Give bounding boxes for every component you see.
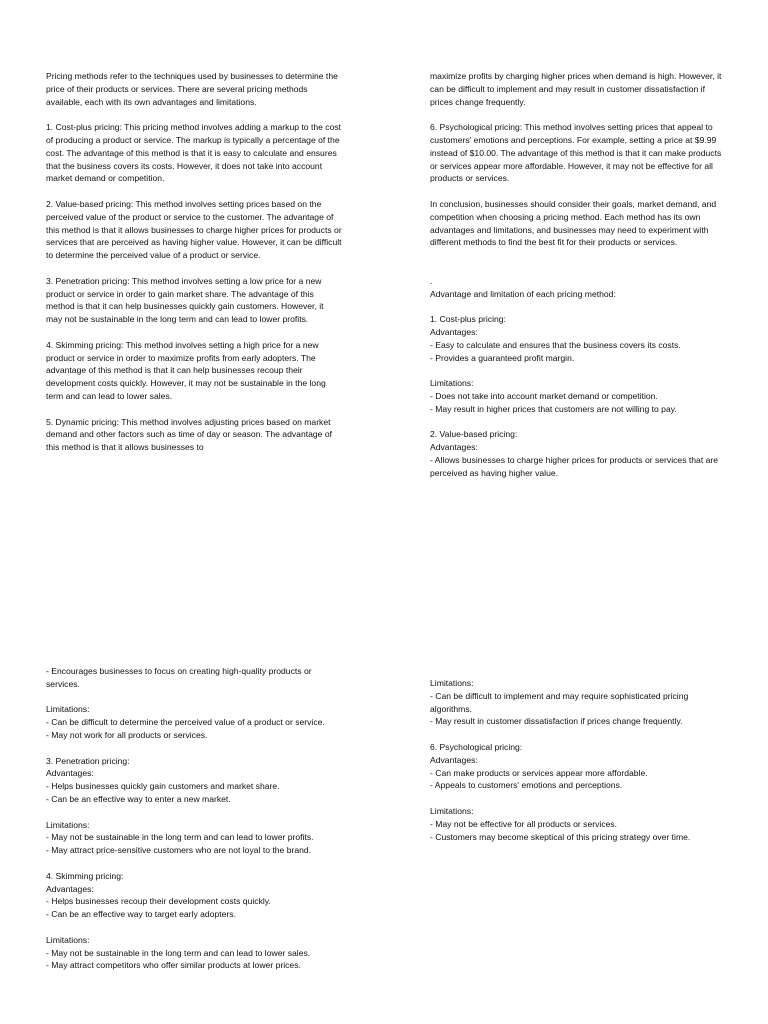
skimming-paragraph: 4. Skimming pricing: This method involves setting a high price for a new product or service in order to maximize profits from early adopters. The advantage of this method is that it can help businesses recoup their development costs quickly. However, it may not be sustainable in the long term and can lead to lower sales. <box>46 339 326 401</box>
dynamic-continued-paragraph: maximize profits by charging higher prices when demand is high. However, it can be difficult to implement and may result in customer dissatisfaction if prices change frequently. <box>430 71 722 107</box>
list-item: - Encourages businesses to focus on creating high-quality products or services. <box>46 666 312 689</box>
cost-plus-title: 1. Cost-plus pricing: <box>430 314 506 325</box>
value-based-paragraph: 2. Value-based pricing: This method involves setting prices based on the perceived value of the product or service to the customer. The advantage of this method is that it allows businesses to charge higher prices for products or services that are perceived as having higher value. However, it can be difficult to determine the perceived value of a product or service. <box>46 198 342 261</box>
list-item: - Provides a guaranteed profit margin. <box>430 352 575 363</box>
penetration-paragraph: 3. Penetration pricing: This method involves setting a low price for a new product or service in order to gain market share. The advantage of this method is that it can help businesses quickly gain customers. However, it may not be sustainable in the long term and can lead to lower profits. <box>46 275 324 325</box>
bottom-left-column <box>46 665 342 972</box>
list-item: - May not work for all products or services. <box>46 729 208 740</box>
list-item: - Allows businesses to charge higher prices for products or services that are perceived as having higher value. <box>430 454 719 478</box>
dynamic-lim-label: Limitations: <box>430 678 474 688</box>
top-left-column <box>46 70 342 467</box>
value-based-adv-label: Advantages: <box>430 442 478 453</box>
cost-plus-lim-label: Limitations: <box>430 378 474 389</box>
psychological-title: 6. Psychological pricing: <box>430 741 523 752</box>
penetration-lim-label: Limitations: <box>46 819 90 830</box>
list-item: - Helps businesses recoup their development costs quickly. <box>46 896 271 907</box>
cost-plus-adv-label: Advantages: <box>430 326 478 337</box>
list-item: - May result in customer dissatisfaction if prices change frequently. <box>430 716 683 727</box>
section-heading: Advantage and limitation of each pricing method: <box>430 288 616 299</box>
penetration-adv-label: Advantages: <box>46 768 94 779</box>
list-item: - Easy to calculate and ensures that the business covers its costs. <box>430 339 681 350</box>
psychological-paragraph: 6. Psychological pricing: This method involves setting prices that appeal to customers' emotions and perceptions. For example, setting a price at $9.99 instead of $10.00. The advantage of this method is that it can make products or services appear more affordable. However, it may not be effective for all products or services. <box>430 122 722 184</box>
psychological-adv-label: Advantages: <box>430 754 478 765</box>
list-item: - Helps businesses quickly gain customers and market share. <box>46 781 280 792</box>
list-item: - Appeals to customers' emotions and perceptions. <box>430 780 623 791</box>
conclusion-paragraph: In conclusion, businesses should consider their goals, market demand, and competition when choosing a pricing method. Each method has its own advantages and limitations, and businesses may need to experiment with different methods to find the best fit for their products or services. <box>430 198 717 248</box>
value-based-title: 2. Value-based pricing: <box>430 429 518 440</box>
cost-plus-paragraph: 1. Cost-plus pricing: This pricing method involves adding a markup to the cost of producing a product or service. The markup is typically a percentage of the cost. The advantage of this method is that it is easy to calculate and ensures that the business covers its costs. However, it does not take into account market demand or competition. <box>46 122 342 184</box>
list-item: - May not be sustainable in the long term and can lead to lower profits. <box>46 832 314 843</box>
list-item: - May attract competitors who offer similar products at lower prices. <box>46 960 301 971</box>
list-item: - Customers may become skeptical of this pricing strategy over time. <box>430 831 691 842</box>
skimming-lim-label: Limitations: <box>46 934 90 945</box>
intro-paragraph: Pricing methods refer to the techniques used by businesses to determine the price of their products or services. There are several pricing methods available, each with its own advantages and limitations. <box>46 71 338 107</box>
list-item: - Can be difficult to implement and may require sophisticated pricing algorithms. <box>430 690 689 714</box>
dynamic-paragraph: 5. Dynamic pricing: This method involves adjusting prices based on market demand and other factors such as time of day or season. The advantage of this method is that it allows businesses to <box>46 416 332 453</box>
list-item: - May not be sustainable in the long term and can lead to lower sales. <box>46 947 311 958</box>
list-item: - May result in higher prices that customers are not willing to pay. <box>430 403 677 414</box>
value-based-lim-label: Limitations: <box>46 704 90 715</box>
separator-dot: . <box>430 275 433 286</box>
list-item: - Does not take into account market demand or competition. <box>430 390 658 401</box>
penetration-title: 3. Penetration pricing: <box>46 755 130 766</box>
list-item: - Can be an effective way to target early adopters. <box>46 909 236 920</box>
list-item: - Can be an effective way to enter a new market. <box>46 793 231 804</box>
skimming-adv-label: Advantages: <box>46 883 94 894</box>
list-item: - Can be difficult to determine the perceived value of a product or service. <box>46 717 325 728</box>
skimming-title: 4. Skimming pricing: <box>46 870 124 881</box>
top-right-column <box>430 70 726 480</box>
bottom-right-column <box>430 677 726 843</box>
list-item: - Can make products or services appear more affordable. <box>430 767 648 778</box>
list-item: - May not be effective for all products or services. <box>430 818 618 829</box>
list-item: - May attract price-sensitive customers who are not loyal to the brand. <box>46 845 312 856</box>
psychological-lim-label: Limitations: <box>430 805 474 816</box>
